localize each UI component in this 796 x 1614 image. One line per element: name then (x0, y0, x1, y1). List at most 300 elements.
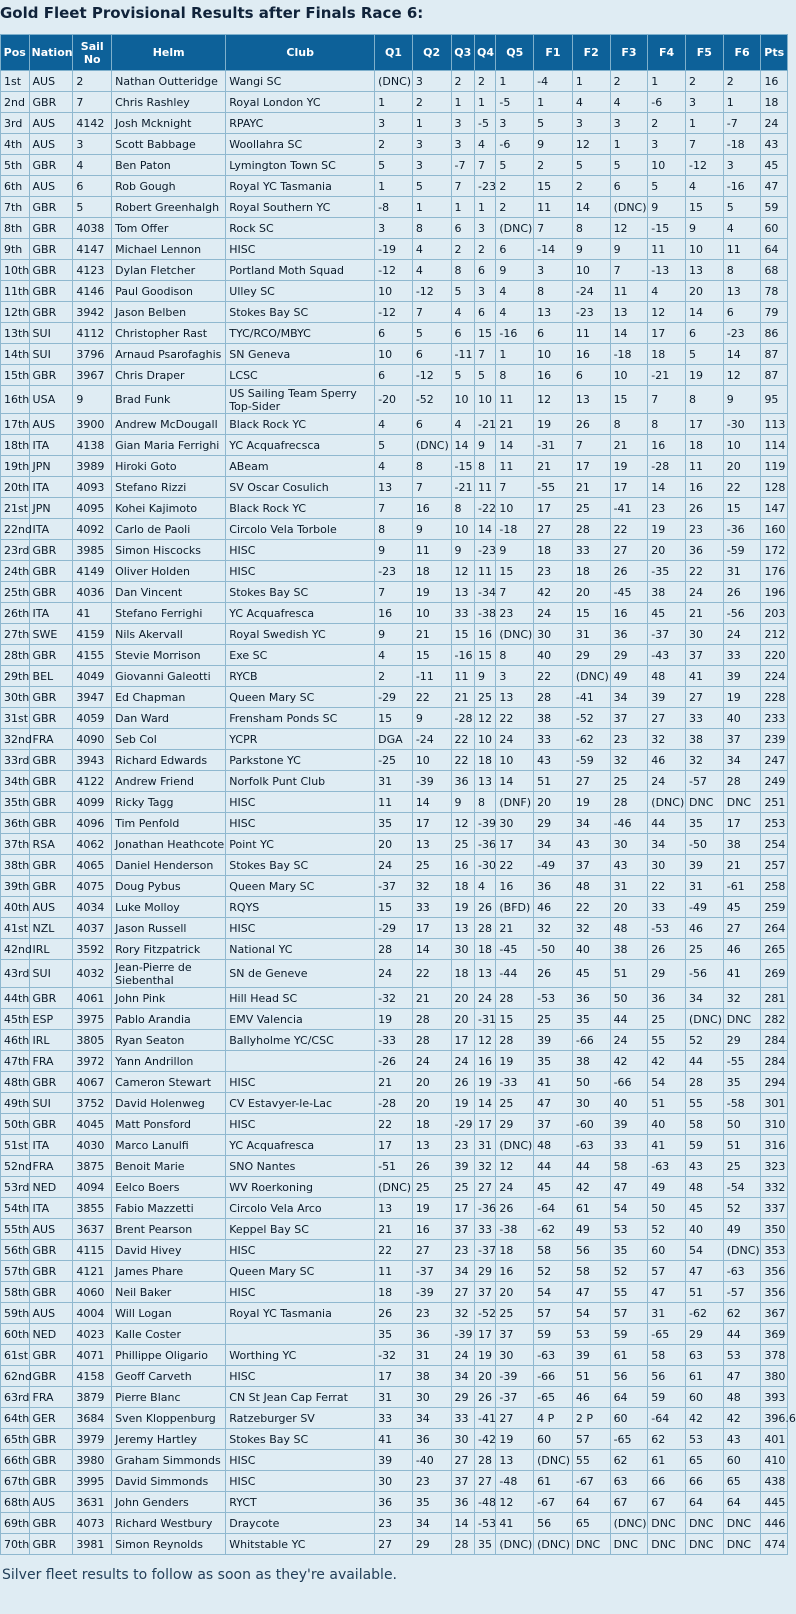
cell-f3: 64 (610, 1387, 648, 1408)
cell-q2: 8 (412, 218, 451, 239)
cell-f3: 30 (610, 834, 648, 855)
cell-q5: 12 (496, 1156, 534, 1177)
cell-q2: 36 (412, 1324, 451, 1345)
cell-q4: 18 (474, 939, 495, 960)
cell-pos: 28th (1, 645, 30, 666)
cell-f5: 5 (686, 344, 724, 365)
cell-f5: 11 (686, 456, 724, 477)
cell-f6: 60 (723, 1450, 761, 1471)
cell-q3: 32 (451, 1303, 474, 1324)
cell-q3: 18 (451, 876, 474, 897)
cell-pts: 251 (761, 792, 788, 813)
cell-q5: 41 (496, 1513, 534, 1534)
cell-f3: 39 (610, 1114, 648, 1135)
table-row (1, 1387, 788, 1408)
cell-f2: 42 (572, 1177, 610, 1198)
cell-f6: 53 (723, 1345, 761, 1366)
cell-sail-no: 4049 (73, 666, 112, 687)
cell-f5: 33 (686, 708, 724, 729)
cell-f5: 23 (686, 519, 724, 540)
cell-pts: 239 (761, 729, 788, 750)
cell-f1: 33 (534, 729, 573, 750)
cell-f2: 40 (572, 939, 610, 960)
cell-f6: 24 (723, 624, 761, 645)
cell-pos: 64th (1, 1408, 30, 1429)
table-row (1, 92, 788, 113)
cell-f2: 27 (572, 771, 610, 792)
cell-pts: 396.6 (761, 1408, 788, 1429)
cell-club: Black Rock YC (226, 414, 375, 435)
cell-f2: 37 (572, 855, 610, 876)
cell-sail-no: 4095 (73, 498, 112, 519)
cell-f4: 41 (648, 1135, 686, 1156)
cell-f5: 63 (686, 1345, 724, 1366)
cell-pos: 11th (1, 281, 30, 302)
cell-club: CV Estavyer-le-Lac (226, 1093, 375, 1114)
cell-q2: 34 (412, 1513, 451, 1534)
cell-f2: 12 (572, 134, 610, 155)
cell-f4: -65 (648, 1324, 686, 1345)
cell-q5: 10 (496, 750, 534, 771)
cell-q3: -15 (451, 456, 474, 477)
cell-q2: 10 (412, 603, 451, 624)
cell-q5: 16 (496, 1261, 534, 1282)
cell-q2: 21 (412, 988, 451, 1009)
cell-f6: 5 (723, 197, 761, 218)
table-row (1, 988, 788, 1009)
cell-f5: 35 (686, 813, 724, 834)
cell-f4: 17 (648, 323, 686, 344)
cell-f1: -67 (534, 1492, 573, 1513)
cell-sail-no: 4122 (73, 771, 112, 792)
cell-f5: 29 (686, 1324, 724, 1345)
cell-nation: GBR (29, 239, 73, 260)
cell-f3: 6 (610, 176, 648, 197)
cell-sail-no: 4045 (73, 1114, 112, 1135)
cell-nation: GBR (29, 155, 73, 176)
cell-f6: 14 (723, 344, 761, 365)
cell-f3: 15 (610, 386, 648, 414)
cell-q2: 19 (412, 1198, 451, 1219)
cell-f3: 42 (610, 1051, 648, 1072)
cell-nation: GBR (29, 1240, 73, 1261)
cell-f5: 4 (686, 176, 724, 197)
table-row (1, 603, 788, 624)
table-row (1, 1450, 788, 1471)
cell-f4: 19 (648, 519, 686, 540)
cell-q2: -37 (412, 1261, 451, 1282)
cell-q2: -39 (412, 771, 451, 792)
cell-q5: 27 (496, 1408, 534, 1429)
cell-f5: 39 (686, 855, 724, 876)
cell-nation: AUS (29, 134, 73, 155)
cell-f1: 9 (534, 134, 573, 155)
cell-club: Frensham Ponds SC (226, 708, 375, 729)
cell-f3: 24 (610, 1030, 648, 1051)
cell-f1: 32 (534, 918, 573, 939)
cell-pts: 401 (761, 1429, 788, 1450)
cell-f2: 57 (572, 1429, 610, 1450)
cell-nation: GBR (29, 1345, 73, 1366)
cell-f6: 19 (723, 687, 761, 708)
cell-pos: 41st (1, 918, 30, 939)
cell-f5: 41 (686, 666, 724, 687)
cell-q5: 15 (496, 1009, 534, 1030)
cell-q2: 14 (412, 792, 451, 813)
cell-f4: 2 (648, 113, 686, 134)
cell-helm: James Phare (112, 1261, 226, 1282)
cell-q5: 12 (496, 1492, 534, 1513)
cell-nation: GBR (29, 876, 73, 897)
cell-q3: 27 (451, 1450, 474, 1471)
cell-pts: 284 (761, 1030, 788, 1051)
cell-helm: Simon Reynolds (112, 1534, 226, 1555)
cell-f1: 40 (534, 645, 573, 666)
cell-q2: 16 (412, 498, 451, 519)
cell-pts: 410 (761, 1450, 788, 1471)
cell-sail-no: 4065 (73, 855, 112, 876)
cell-f1: 43 (534, 750, 573, 771)
cell-club: ABeam (226, 456, 375, 477)
cell-f4: 32 (648, 729, 686, 750)
cell-q1: 33 (375, 1408, 413, 1429)
cell-helm: Doug Pybus (112, 876, 226, 897)
cell-helm: Ryan Seaton (112, 1030, 226, 1051)
cell-q4: 19 (474, 1072, 495, 1093)
cell-f6: -61 (723, 876, 761, 897)
cell-helm: Paul Goodison (112, 281, 226, 302)
cell-f5: 9 (686, 218, 724, 239)
cell-q2: 18 (412, 1114, 451, 1135)
cell-q1: 1 (375, 176, 413, 197)
cell-pos: 70th (1, 1534, 30, 1555)
cell-club: RYCT (226, 1492, 375, 1513)
cell-q3: 6 (451, 218, 474, 239)
cell-pts: 64 (761, 239, 788, 260)
cell-sail-no: 4123 (73, 260, 112, 281)
cell-helm: Nathan Outteridge (112, 71, 226, 92)
cell-club: HISC (226, 1366, 375, 1387)
cell-f3: 16 (610, 603, 648, 624)
cell-sail-no: 4037 (73, 918, 112, 939)
cell-f4: 26 (648, 939, 686, 960)
cell-f5: 22 (686, 561, 724, 582)
cell-f1: 11 (534, 197, 573, 218)
table-row (1, 1303, 788, 1324)
cell-f3: (DNC) (610, 1513, 648, 1534)
cell-q1: -19 (375, 239, 413, 260)
cell-nation: GBR (29, 260, 73, 281)
cell-f3: 3 (610, 113, 648, 134)
cell-sail-no: 3796 (73, 344, 112, 365)
cell-q1: 2 (375, 134, 413, 155)
cell-nation: SUI (29, 1093, 73, 1114)
cell-q2: 28 (412, 1030, 451, 1051)
cell-f1: 37 (534, 1114, 573, 1135)
cell-q5: 13 (496, 687, 534, 708)
cell-f4: 3 (648, 134, 686, 155)
cell-club: Circolo Vela Torbole (226, 519, 375, 540)
cell-f5: 43 (686, 1156, 724, 1177)
cell-f4: -28 (648, 456, 686, 477)
cell-club: Parkstone YC (226, 750, 375, 771)
cell-f5: -12 (686, 155, 724, 176)
cell-f3: 53 (610, 1219, 648, 1240)
cell-f5: 28 (686, 1072, 724, 1093)
cell-nation: GBR (29, 302, 73, 323)
cell-f6: 12 (723, 365, 761, 386)
cell-f4: 31 (648, 1303, 686, 1324)
cell-f2: 15 (572, 603, 610, 624)
cell-sail-no: 3805 (73, 1030, 112, 1051)
cell-f4: 56 (648, 1366, 686, 1387)
cell-f6: -63 (723, 1261, 761, 1282)
cell-f2: 28 (572, 519, 610, 540)
cell-q3: 22 (451, 750, 474, 771)
cell-q5: 8 (496, 645, 534, 666)
cell-club: Circolo Vela Arco (226, 1198, 375, 1219)
cell-q2: 2 (412, 92, 451, 113)
cell-f6: 13 (723, 281, 761, 302)
cell-q1: 11 (375, 792, 413, 813)
cell-q1: 19 (375, 1009, 413, 1030)
cell-q5: 3 (496, 666, 534, 687)
cell-helm: Robert Greenhalgh (112, 197, 226, 218)
cell-f6: 2 (723, 71, 761, 92)
cell-q5: -44 (496, 960, 534, 988)
cell-helm: Marco Lanulfi (112, 1135, 226, 1156)
cell-f3: 4 (610, 92, 648, 113)
cell-pts: 78 (761, 281, 788, 302)
cell-q3: 8 (451, 260, 474, 281)
cell-pos: 21st (1, 498, 30, 519)
cell-f5: DNC (686, 1513, 724, 1534)
column-header-f4: F4 (648, 35, 686, 71)
cell-sail-no: 3972 (73, 1051, 112, 1072)
cell-f3: DNC (610, 1534, 648, 1555)
cell-pos: 17th (1, 414, 30, 435)
cell-f5: 24 (686, 582, 724, 603)
cell-f3: 20 (610, 897, 648, 918)
cell-q2: 13 (412, 834, 451, 855)
cell-pts: 353 (761, 1240, 788, 1261)
cell-sail-no: 3979 (73, 1429, 112, 1450)
cell-f3: 9 (610, 239, 648, 260)
table-row (1, 771, 788, 792)
cell-pts: 264 (761, 918, 788, 939)
cell-f6: -18 (723, 134, 761, 155)
cell-q2: 7 (412, 477, 451, 498)
cell-club: Whitstable YC (226, 1534, 375, 1555)
table-row (1, 540, 788, 561)
cell-f4: -37 (648, 624, 686, 645)
cell-f2: 56 (572, 1240, 610, 1261)
cell-q2: -52 (412, 386, 451, 414)
cell-pos: 23rd (1, 540, 30, 561)
cell-f1: 12 (534, 386, 573, 414)
cell-f4: 45 (648, 603, 686, 624)
cell-q3: 29 (451, 1387, 474, 1408)
cell-f5: 66 (686, 1471, 724, 1492)
cell-f1: -4 (534, 71, 573, 92)
cell-club: HISC (226, 1471, 375, 1492)
cell-q4: 14 (474, 1093, 495, 1114)
cell-q4: 1 (474, 92, 495, 113)
cell-q4: 33 (474, 1219, 495, 1240)
cell-q5: 1 (496, 344, 534, 365)
cell-q1: -37 (375, 876, 413, 897)
cell-pts: 294 (761, 1072, 788, 1093)
cell-f5: (DNC) (686, 1009, 724, 1030)
cell-f4: 11 (648, 239, 686, 260)
cell-f2: -41 (572, 687, 610, 708)
cell-q3: 14 (451, 435, 474, 456)
cell-q2: 21 (412, 624, 451, 645)
cell-f6: 46 (723, 939, 761, 960)
table-row (1, 1282, 788, 1303)
cell-q5: 14 (496, 435, 534, 456)
cell-pts: 259 (761, 897, 788, 918)
cell-f5: 30 (686, 624, 724, 645)
cell-f5: -50 (686, 834, 724, 855)
cell-f1: -66 (534, 1366, 573, 1387)
cell-sail-no: 4 (73, 155, 112, 176)
cell-club: YCPR (226, 729, 375, 750)
cell-helm: Dan Ward (112, 708, 226, 729)
cell-f4: 18 (648, 344, 686, 365)
cell-nation: FRA (29, 1387, 73, 1408)
cell-q3: 5 (451, 281, 474, 302)
cell-f5: 54 (686, 1240, 724, 1261)
cell-sail-no: 4060 (73, 1282, 112, 1303)
cell-q4: 3 (474, 218, 495, 239)
cell-q5: 13 (496, 1450, 534, 1471)
cell-pts: 86 (761, 323, 788, 344)
cell-q5: 7 (496, 477, 534, 498)
cell-q2: 4 (412, 239, 451, 260)
cell-f2: 2 P (572, 1408, 610, 1429)
cell-q4: 4 (474, 876, 495, 897)
cell-sail-no: 4030 (73, 1135, 112, 1156)
cell-q3: 4 (451, 302, 474, 323)
cell-q4: 12 (474, 1030, 495, 1051)
table-row (1, 176, 788, 197)
cell-q2: 4 (412, 260, 451, 281)
cell-helm: Andrew Friend (112, 771, 226, 792)
cell-f2: 7 (572, 435, 610, 456)
cell-q3: 34 (451, 1261, 474, 1282)
table-row (1, 960, 788, 988)
cell-nation: GBR (29, 708, 73, 729)
cell-q1: 8 (375, 519, 413, 540)
cell-helm: Brent Pearson (112, 1219, 226, 1240)
cell-q1: 3 (375, 113, 413, 134)
table-row (1, 281, 788, 302)
cell-f3: 19 (610, 456, 648, 477)
cell-club: Ulley SC (226, 281, 375, 302)
column-header-pos: Pos (1, 35, 30, 71)
cell-q4: 35 (474, 1534, 495, 1555)
cell-q2: 9 (412, 519, 451, 540)
cell-f1: -62 (534, 1219, 573, 1240)
cell-f2: 38 (572, 1051, 610, 1072)
cell-q1: 4 (375, 414, 413, 435)
cell-helm: Cameron Stewart (112, 1072, 226, 1093)
cell-f1: 59 (534, 1324, 573, 1345)
cell-f2: 22 (572, 897, 610, 918)
cell-club (226, 1051, 375, 1072)
cell-q2: 9 (412, 708, 451, 729)
cell-pts: 393 (761, 1387, 788, 1408)
cell-helm: Chris Rashley (112, 92, 226, 113)
cell-f4: 24 (648, 771, 686, 792)
cell-sail-no: 6 (73, 176, 112, 197)
cell-helm: Jeremy Hartley (112, 1429, 226, 1450)
cell-pos: 15th (1, 365, 30, 386)
cell-sail-no: 4061 (73, 988, 112, 1009)
cell-q3: 16 (451, 855, 474, 876)
cell-f2: 29 (572, 645, 610, 666)
cell-pts: 203 (761, 603, 788, 624)
cell-club: SN Geneva (226, 344, 375, 365)
cell-q5: 5 (496, 155, 534, 176)
cell-f2: 1 (572, 71, 610, 92)
cell-q4: -36 (474, 834, 495, 855)
cell-q1: 24 (375, 960, 413, 988)
cell-f2: 21 (572, 477, 610, 498)
cell-f6: 62 (723, 1303, 761, 1324)
cell-helm: Fabio Mazzetti (112, 1198, 226, 1219)
cell-f3: 33 (610, 1135, 648, 1156)
cell-nation: ITA (29, 603, 73, 624)
cell-f4: 22 (648, 876, 686, 897)
cell-q5: 19 (496, 1051, 534, 1072)
cell-f5: -56 (686, 960, 724, 988)
cell-q5: (DNC) (496, 218, 534, 239)
cell-q4: -38 (474, 603, 495, 624)
cell-q5: 19 (496, 1429, 534, 1450)
cell-nation: NED (29, 1324, 73, 1345)
cell-helm: Graham Simmonds (112, 1450, 226, 1471)
cell-q5: 29 (496, 1114, 534, 1135)
table-row (1, 1345, 788, 1366)
cell-f2: 64 (572, 1492, 610, 1513)
cell-f5: 25 (686, 939, 724, 960)
cell-pts: 220 (761, 645, 788, 666)
cell-q4: 2 (474, 71, 495, 92)
cell-f6: 29 (723, 1030, 761, 1051)
cell-pts: 378 (761, 1345, 788, 1366)
cell-f3: 37 (610, 708, 648, 729)
cell-f2: 65 (572, 1513, 610, 1534)
cell-q2: 27 (412, 1240, 451, 1261)
cell-f1: 16 (534, 365, 573, 386)
cell-q2: 38 (412, 1366, 451, 1387)
cell-f6: 34 (723, 750, 761, 771)
cell-helm: Kalle Coster (112, 1324, 226, 1345)
cell-pts: 60 (761, 218, 788, 239)
cell-q3: 30 (451, 939, 474, 960)
cell-nation: GBR (29, 1366, 73, 1387)
cell-q3: 19 (451, 897, 474, 918)
cell-f4: DNC (648, 1534, 686, 1555)
cell-f5: DNC (686, 792, 724, 813)
cell-sail-no: 7 (73, 92, 112, 113)
cell-f1: 56 (534, 1513, 573, 1534)
cell-q4: -34 (474, 582, 495, 603)
cell-pts: 196 (761, 582, 788, 603)
cell-q5: 23 (496, 603, 534, 624)
